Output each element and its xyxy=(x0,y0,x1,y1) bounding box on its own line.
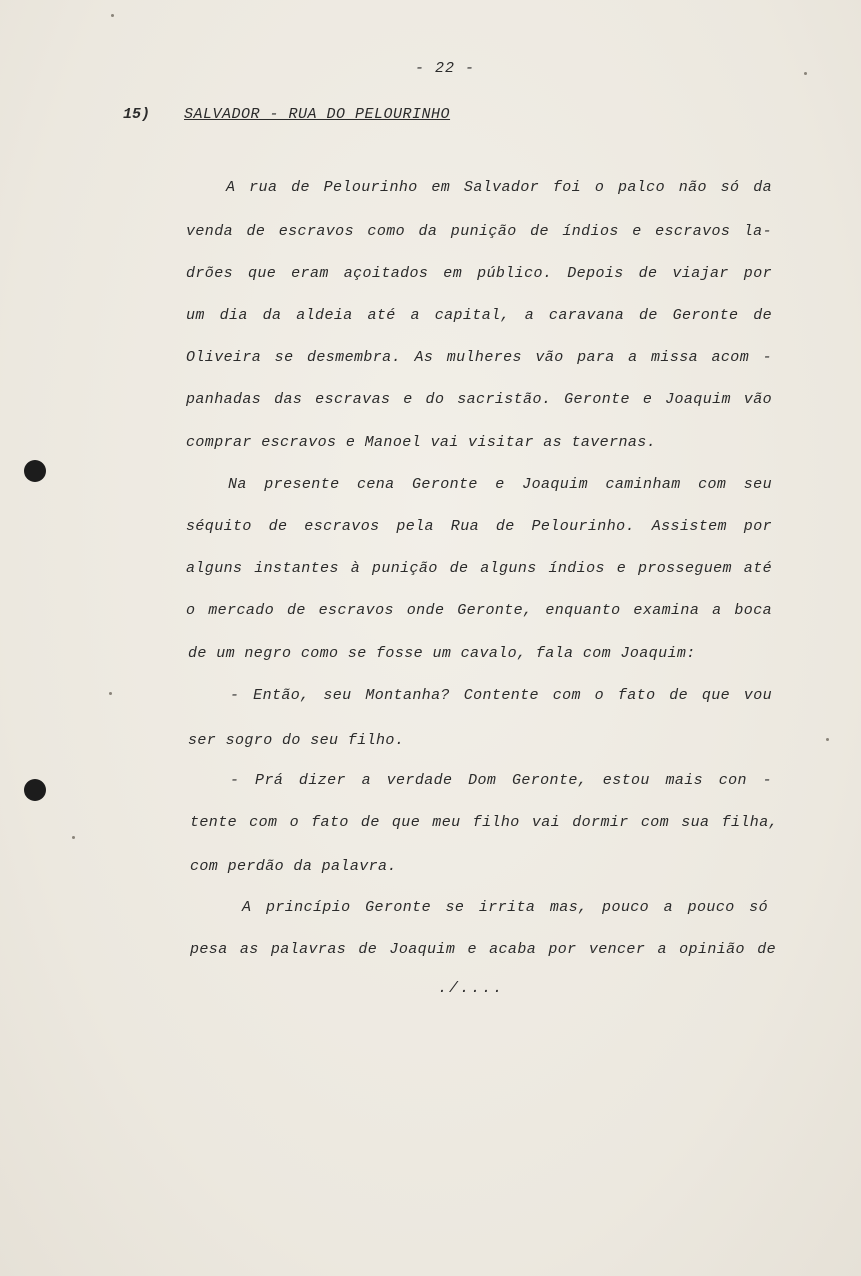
scene-title: SALVADOR - RUA DO PELOURINHO xyxy=(184,106,451,123)
dialogue-line: ser sogro do seu filho. xyxy=(188,732,405,749)
dialogue-line: com perdão da palavra. xyxy=(190,858,397,875)
text-line: venda de escravos como da punição de índios e escravos la- xyxy=(186,223,772,240)
continuation-mark: ./.... xyxy=(438,980,505,997)
dialogue-line: - Então, seu Montanha? Contente com o fato de que vou xyxy=(230,687,772,704)
page-number: - 22 - xyxy=(414,60,475,77)
paper-speck xyxy=(804,72,807,75)
dialogue-line: tente com o fato de que meu filho vai dormir com sua filha, xyxy=(190,814,778,831)
text-line: o mercado de escravos onde Geronte, enquanto examina a boca xyxy=(186,602,772,619)
dialogue-line: - Prá dizer a verdade Dom Geronte, estou mais con - xyxy=(230,772,772,789)
text-line: Na presente cena Geronte e Joaquim caminham com seu xyxy=(228,476,772,493)
text-line: comprar escravos e Manoel vai visitar as tavernas. xyxy=(186,434,657,451)
paper-speck xyxy=(111,14,114,17)
text-line: pesa as palavras de Joaquim e acaba por vencer a opinião de xyxy=(190,941,776,958)
text-line: drões que eram açoitados em público. Depois de viajar por xyxy=(186,265,772,282)
scene-number: 15) xyxy=(123,106,151,123)
punch-hole xyxy=(24,460,46,482)
text-line: de um negro como se fosse um cavalo, fala com Joaquim: xyxy=(188,645,696,662)
paper-speck xyxy=(72,836,75,839)
text-line: alguns instantes à punição de alguns índios e prosseguem até xyxy=(186,560,772,577)
paper-speck xyxy=(826,738,829,741)
text-line: um dia da aldeia até a capital, a caravana de Geronte de xyxy=(186,307,772,324)
text-line: panhadas das escravas e do sacristão. Geronte e Joaquim vão xyxy=(186,391,772,408)
text-line: A princípio Geronte se irrita mas, pouco a pouco só xyxy=(242,899,768,916)
text-line: séquito de escravos pela Rua de Pelourinho. Assistem por xyxy=(186,518,772,535)
paper-speck xyxy=(109,692,112,695)
punch-hole xyxy=(24,779,46,801)
text-line: A rua de Pelourinho em Salvador foi o palco não só da xyxy=(226,179,772,196)
text-line: Oliveira se desmembra. As mulheres vão para a missa acom - xyxy=(186,349,772,366)
